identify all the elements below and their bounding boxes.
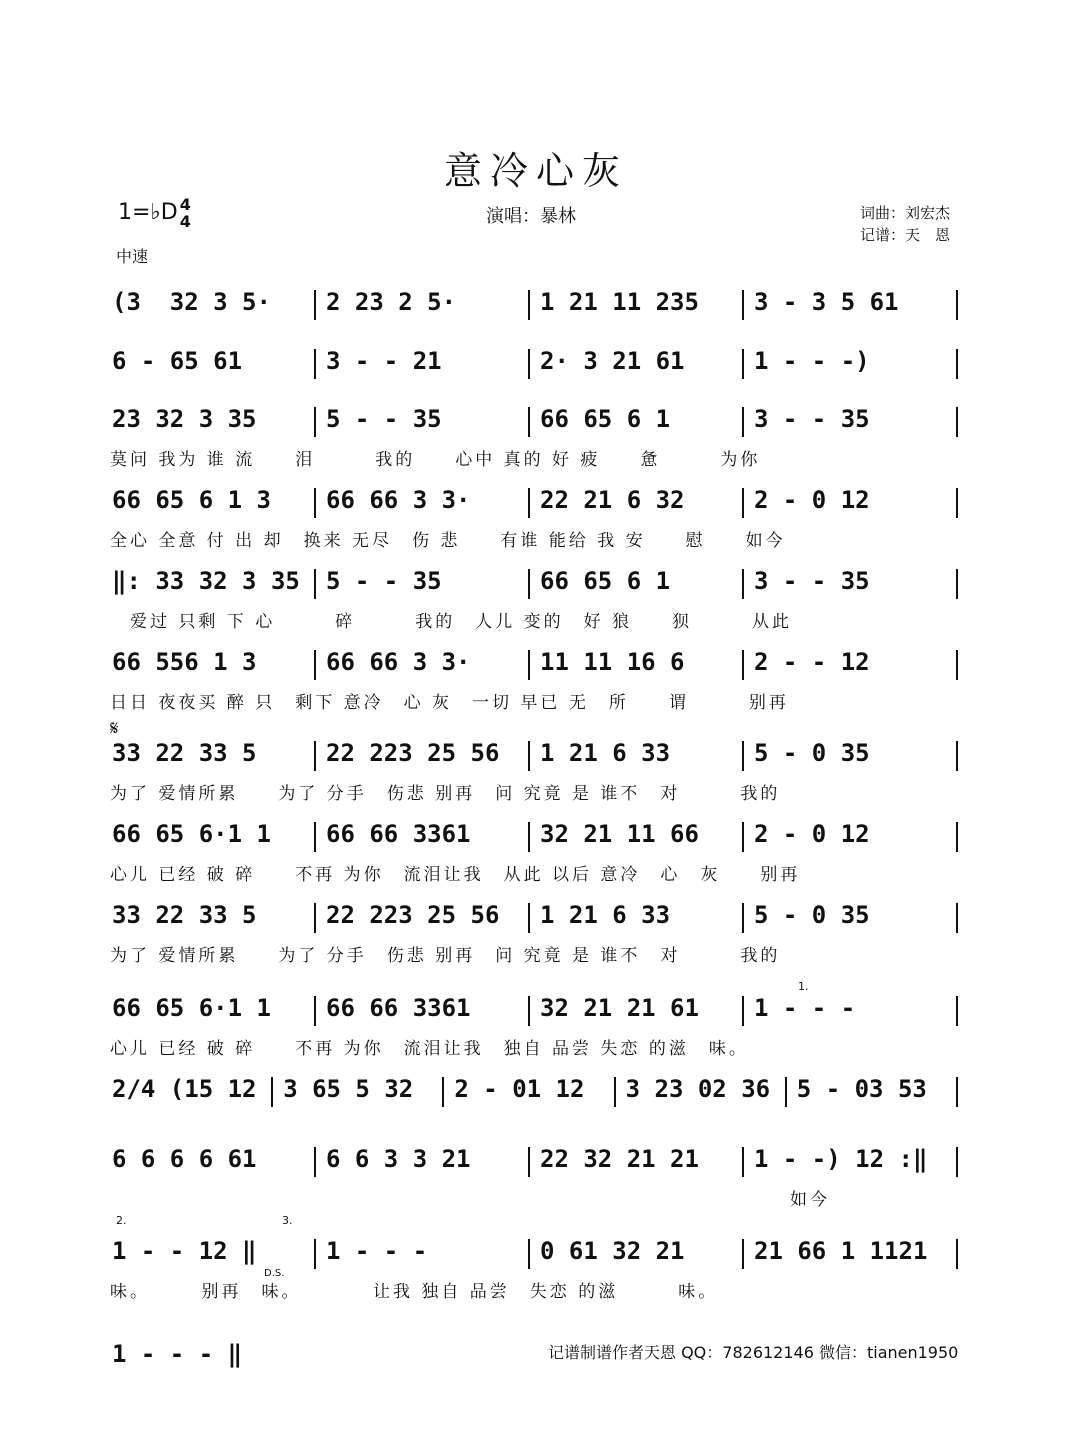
- bar-line: [314, 1239, 316, 1269]
- notes-line: [108, 567, 964, 601]
- bar-line: [528, 569, 530, 599]
- measure: ‖: 33 32 3 35: [112, 567, 300, 595]
- measure: 6 - 65 61: [112, 347, 243, 375]
- bar-line: [528, 290, 530, 320]
- tempo-marking: 中速: [116, 247, 149, 266]
- measure: 3 65 5 32: [283, 1075, 414, 1103]
- measure: 1 21 6 33: [540, 901, 671, 929]
- ending-1-label: 1.: [798, 980, 809, 993]
- bar-line: [956, 903, 958, 933]
- lyrics-line: [108, 607, 964, 631]
- lyrics-line: [108, 1034, 964, 1058]
- measure: 5 - 0 35: [754, 901, 870, 929]
- bar-line: [742, 290, 744, 320]
- notes-line: [108, 347, 964, 381]
- key-label: 1=♭D: [118, 200, 178, 225]
- measure: 22 32 21 21: [540, 1145, 699, 1173]
- footer-credit: 记谱制谱作者天恩 QQ：782612146 微信：tianen1950: [548, 1343, 959, 1362]
- measure: 3 - - 35: [754, 405, 870, 433]
- measure: 6 6 3 3 21: [326, 1145, 471, 1173]
- bar-line: [742, 741, 744, 771]
- bar-line: [956, 741, 958, 771]
- bar-line: [528, 488, 530, 518]
- measure: 0 61 32 21: [540, 1237, 685, 1265]
- bar-line: [271, 1077, 273, 1107]
- measure: 11 11 16 6: [540, 648, 685, 676]
- bar-line: [314, 822, 316, 852]
- bar-line: [956, 1239, 958, 1269]
- song-title: 意冷心灰: [443, 149, 628, 193]
- lyrics-line: [108, 1185, 964, 1209]
- measure: 1 - - -: [754, 994, 856, 1022]
- bar-line: [528, 1147, 530, 1177]
- measure: 23 32 3 35: [112, 405, 257, 433]
- measure: 33 22 33 5: [112, 739, 257, 767]
- notes-line: [108, 405, 964, 439]
- bar-line: [956, 650, 958, 680]
- bar-line: [528, 1239, 530, 1269]
- bar-line: [742, 822, 744, 852]
- bar-line: [956, 488, 958, 518]
- measure: 32 21 11 66: [540, 820, 699, 848]
- ending-3-label: 3.: [282, 1214, 293, 1227]
- measure: (3 32 3 5·: [112, 288, 271, 316]
- measure: 2 - - 12: [754, 648, 870, 676]
- bar-line: [314, 569, 316, 599]
- measure: 2 - 0 12: [754, 820, 870, 848]
- bar-line: [528, 822, 530, 852]
- measure: 21 66 1 1121: [754, 1237, 928, 1265]
- lyrics-text: 味。 别再 味。 让我 独自 品尝 失恋 的滋 味。: [110, 1282, 719, 1302]
- bar-line: [528, 741, 530, 771]
- bar-line: [314, 349, 316, 379]
- bar-line: [314, 996, 316, 1026]
- measure: 32 21 21 61: [540, 994, 699, 1022]
- bar-line: [742, 996, 744, 1026]
- lyrics-text: 莫问 我为 谁 流 泪 我的 心中 真的 好 疲 惫 为你: [110, 450, 761, 470]
- measure: 66 556 1 3: [112, 648, 257, 676]
- measure: 33 22 33 5: [112, 901, 257, 929]
- bar-line: [314, 290, 316, 320]
- composer-credit: 词曲：刘宏杰: [860, 204, 951, 222]
- measure: 66 66 3361: [326, 994, 471, 1022]
- measure: 1 21 11 235: [540, 288, 699, 316]
- measure: 3 - 3 5 61: [754, 288, 899, 316]
- bar-line: [528, 407, 530, 437]
- lyrics-line: [108, 860, 964, 884]
- key-signature: [118, 196, 191, 230]
- lyrics-text: 爱过 只剩 下 心 碎 我的 人儿 变的 好 狼 狈 从此: [110, 612, 793, 632]
- bar-line: [956, 822, 958, 852]
- measure: 1 - - -: [326, 1237, 428, 1265]
- time-signature: 4 4: [179, 195, 191, 231]
- measure: 5 - 03 53: [796, 1075, 927, 1103]
- bar-line: [956, 407, 958, 437]
- bar-line: [442, 1077, 444, 1107]
- transcriber-credit: 记谱：天 恩: [860, 226, 951, 244]
- notes-line: [108, 1145, 964, 1179]
- bar-line: [742, 349, 744, 379]
- measure: 66 65 6 1: [540, 567, 671, 595]
- notes-line: [108, 648, 964, 682]
- measure: 6 6 6 6 61: [112, 1145, 257, 1173]
- bar-line: [956, 1077, 958, 1107]
- lyrics-text: 心儿 已经 破 碎 不再 为你 流泪让我 从此 以后 意冷 心 灰 别再: [110, 865, 801, 885]
- bar-line: [314, 1147, 316, 1177]
- bar-line: [956, 290, 958, 320]
- notes-line: [108, 486, 964, 520]
- lyrics-text: 心儿 已经 破 碎 不再 为你 流泪让我 独自 品尝 失恋 的滋 味。: [110, 1039, 749, 1059]
- lyrics-text: 如今: [110, 1190, 830, 1210]
- measure: 66 65 6 1: [540, 405, 671, 433]
- bar-line: [742, 407, 744, 437]
- measure: 2· 3 21 61: [540, 347, 685, 375]
- notes-line: [108, 288, 964, 322]
- notes-line: [108, 739, 964, 773]
- measure: 5 - 0 35: [754, 739, 870, 767]
- notes-line: [108, 1237, 964, 1271]
- measure: 2 - 0 12: [754, 486, 870, 514]
- lyrics-line: [108, 779, 964, 803]
- bar-line: [742, 903, 744, 933]
- bar-line: [528, 650, 530, 680]
- measure: 2 23 2 5·: [326, 288, 457, 316]
- bar-line: [314, 741, 316, 771]
- measure: 22 223 25 56: [326, 739, 500, 767]
- measure: 5 - - 35: [326, 405, 442, 433]
- bar-line: [314, 488, 316, 518]
- lyrics-line: [108, 941, 964, 965]
- notes-line: [108, 1075, 964, 1109]
- bar-line: [528, 349, 530, 379]
- credits-block: [860, 202, 950, 246]
- lyrics-line: [108, 526, 964, 550]
- bar-line: [956, 349, 958, 379]
- measure: 1 - -) 12 :‖: [754, 1145, 928, 1173]
- bar-line: [742, 569, 744, 599]
- measure: 22 223 25 56: [326, 901, 500, 929]
- lyrics-line: [108, 1277, 964, 1301]
- notes-line: [108, 820, 964, 854]
- lyrics-text: 为了 爱情所累 为了 分手 伤悲 别再 问 究竟 是 谁不 对 我的: [110, 946, 781, 966]
- measure: 3 - - 21: [326, 347, 442, 375]
- lyrics-text: 全心 全意 付 出 却 换来 无尽 伤 悲 有谁 能给 我 安 慰 如今: [110, 531, 786, 551]
- measure: 66 66 3 3·: [326, 648, 471, 676]
- measure: 1 21 6 33: [540, 739, 671, 767]
- measure: 66 66 3 3·: [326, 486, 471, 514]
- bar-line: [956, 996, 958, 1026]
- measure: 1 - - -): [754, 347, 870, 375]
- ending-2-label: 2.: [116, 1214, 127, 1227]
- bar-line: [314, 407, 316, 437]
- bar-line: [956, 1147, 958, 1177]
- lyrics-line: [108, 688, 964, 712]
- singer-credit: 演唱：暴林: [486, 206, 576, 227]
- measure: 66 65 6·1 1: [112, 820, 271, 848]
- bar-line: [742, 1147, 744, 1177]
- measure: 66 65 6 1 3: [112, 486, 271, 514]
- measure: 1 - - - ‖: [112, 1340, 243, 1368]
- lyrics-line: [108, 445, 964, 469]
- measure: 2/4 (15 12: [112, 1075, 257, 1103]
- measure: 3 23 02 36: [625, 1075, 771, 1103]
- measure: 22 21 6 32: [540, 486, 685, 514]
- ds-mark: D.S.: [264, 1268, 285, 1279]
- bar-line: [314, 650, 316, 680]
- notes-line: [108, 901, 964, 935]
- segno-mark: 𝄋: [110, 716, 119, 740]
- measure: 2 - 01 12: [454, 1075, 585, 1103]
- bar-line: [742, 650, 744, 680]
- bar-line: [614, 1077, 616, 1107]
- measure: 1 - - 12 ‖: [112, 1237, 257, 1265]
- measure: 5 - - 35: [326, 567, 442, 595]
- measure: 66 66 3361: [326, 820, 471, 848]
- bar-line: [742, 488, 744, 518]
- lyrics-text: 为了 爱情所累 为了 分手 伤悲 别再 问 究竟 是 谁不 对 我的: [110, 784, 781, 804]
- lyrics-text: 日日 夜夜买 醉 只 剩下 意冷 心 灰 一切 早已 无 所 谓 别再: [110, 693, 789, 713]
- measure: 66 65 6·1 1: [112, 994, 271, 1022]
- notes-line: [108, 994, 964, 1028]
- bar-line: [956, 569, 958, 599]
- bar-line: [314, 903, 316, 933]
- bar-line: [742, 1239, 744, 1269]
- bar-line: [528, 903, 530, 933]
- bar-line: [528, 996, 530, 1026]
- bar-line: [785, 1077, 787, 1107]
- measure: 3 - - 35: [754, 567, 870, 595]
